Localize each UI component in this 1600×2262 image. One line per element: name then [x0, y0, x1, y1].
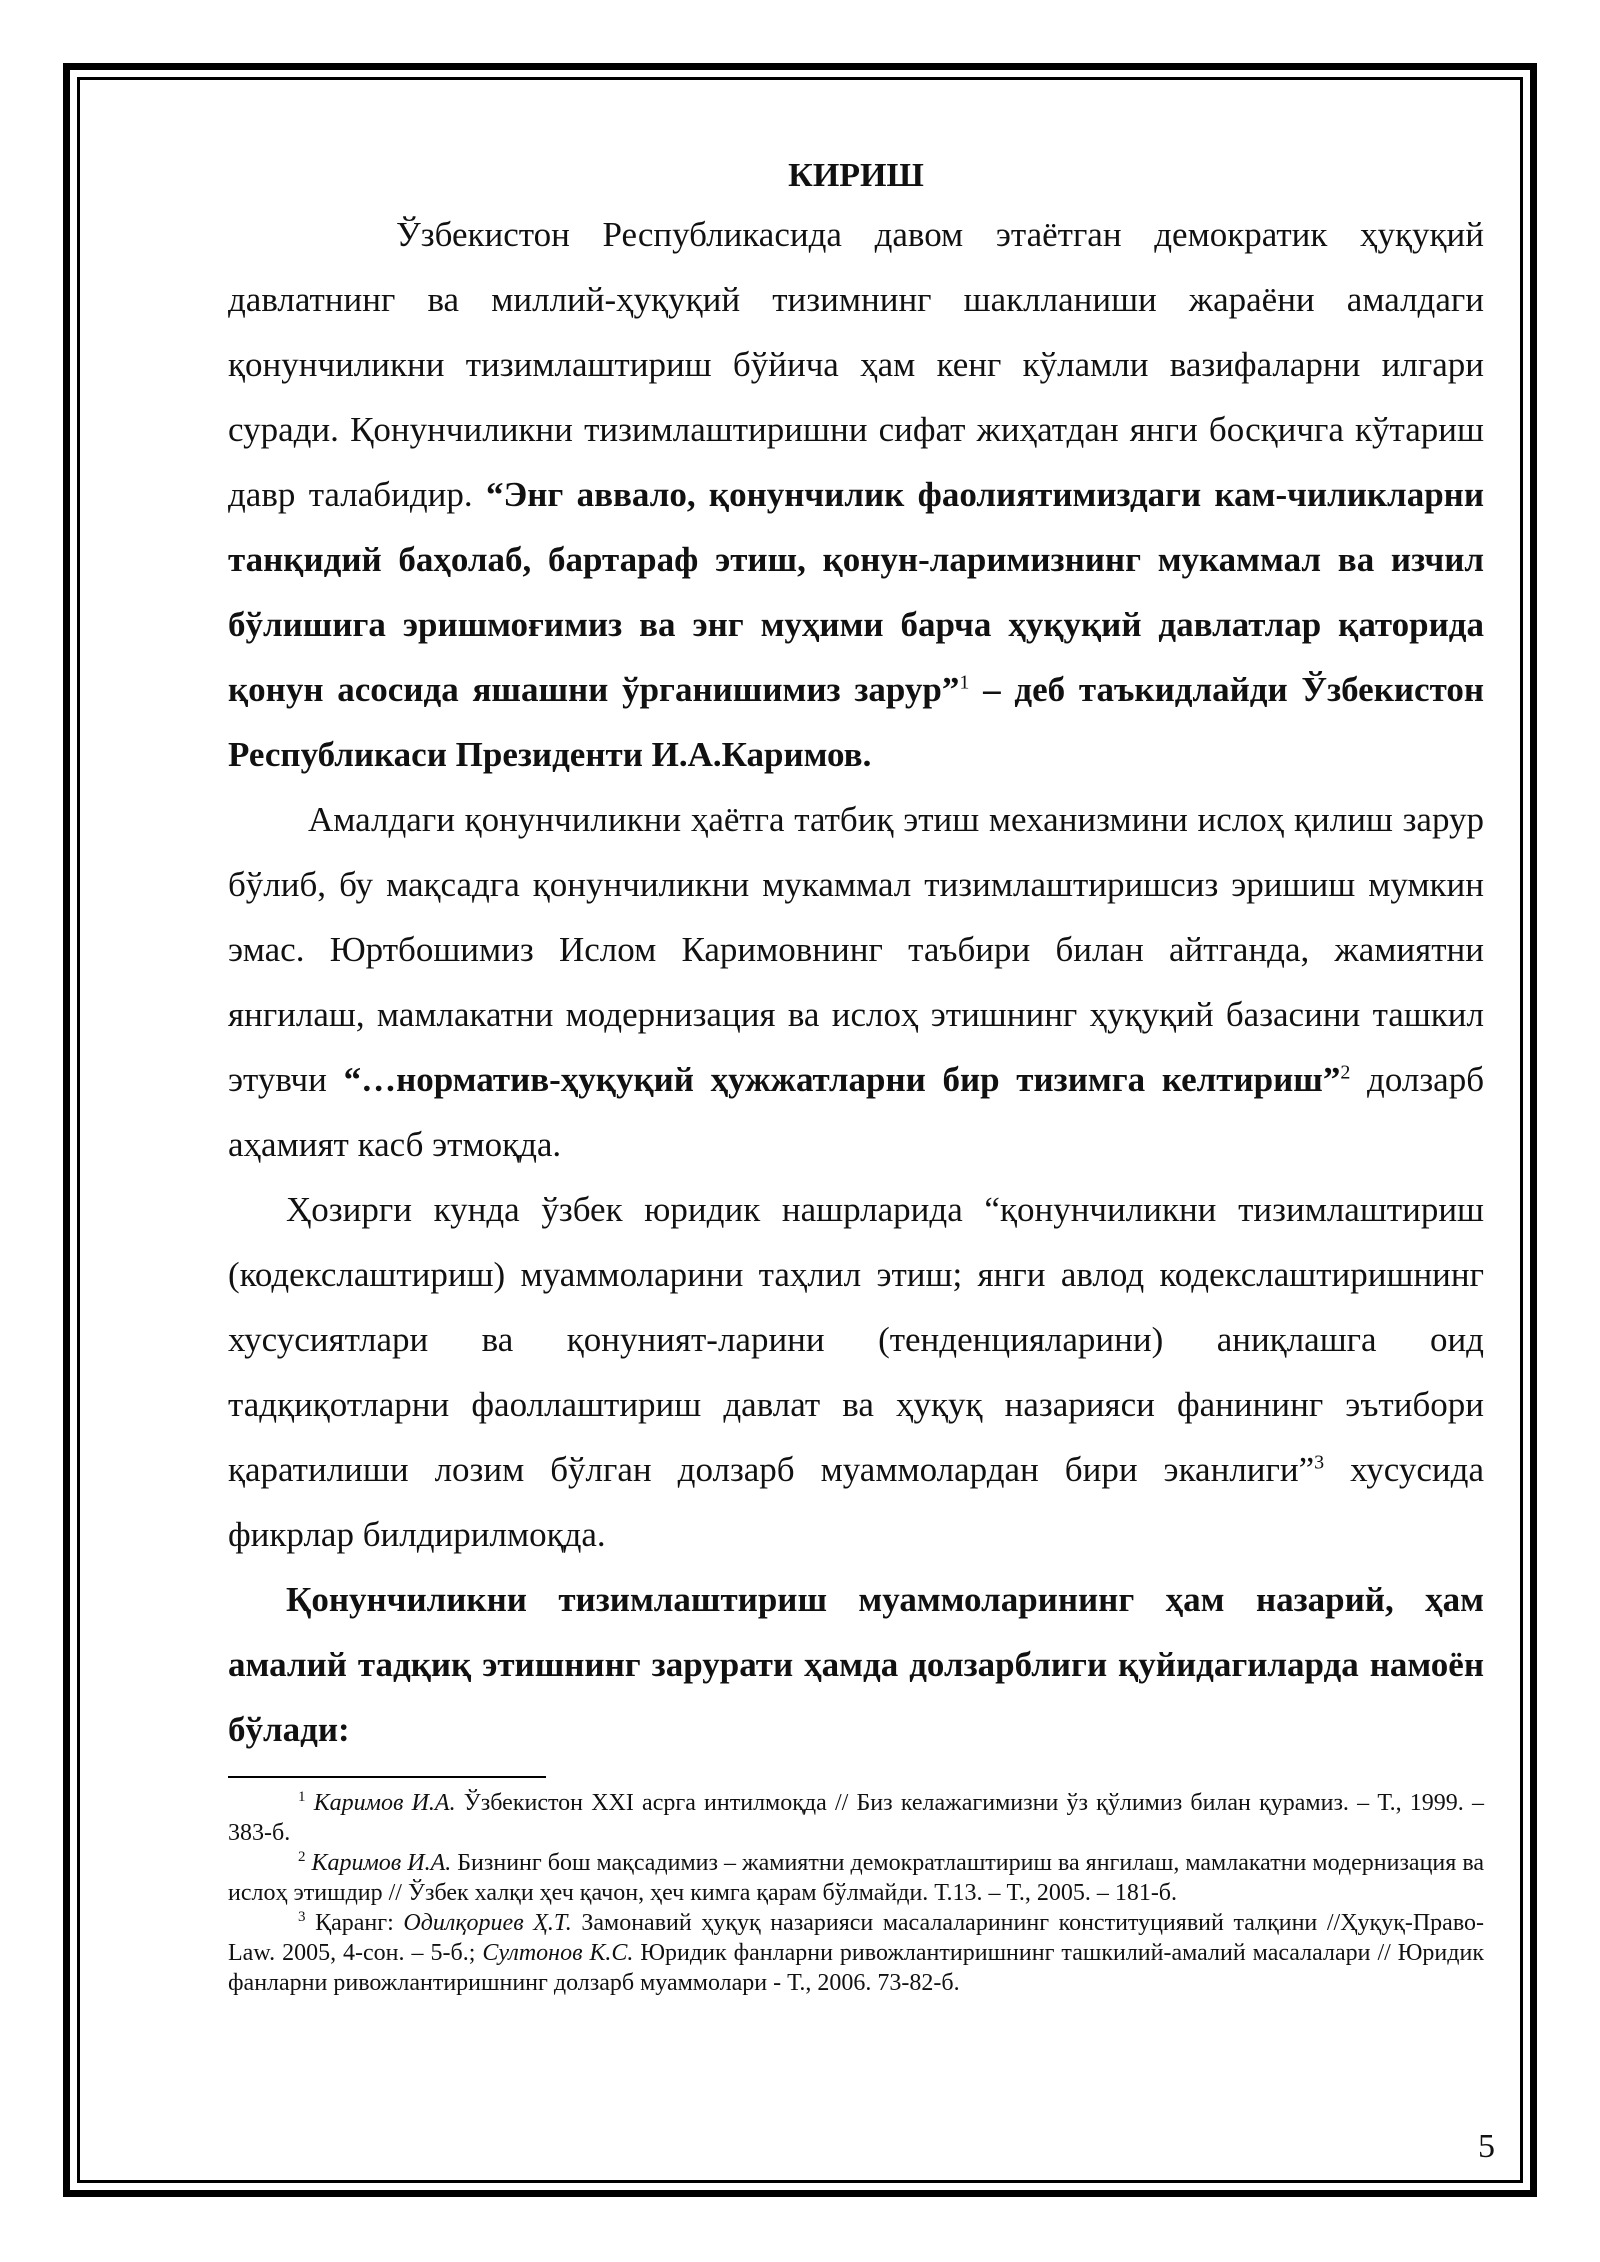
paragraph-1-text: Ўзбекистон Республикасида давом этаётган демократик ҳуқуқий давлатнинг ва миллий-ҳуқуқий тизимнинг шаклланиши жараёни амалдаги қонунчиликни тизимлаштириш бўйича ҳам кенг кўламли вазифаларни илгари суради. Қонунчиликни тизимлаштиришни сифат жиҳатдан янги босқичга кўтариш давр талабидир. [228, 215, 1484, 514]
footnote-3-prefix: Қаранг: [305, 1910, 404, 1936]
page-number: 5 [1478, 2128, 1495, 2165]
footnote-1-number: 1 [298, 1789, 306, 1805]
footnote-ref-1[interactable]: 1 [959, 671, 970, 694]
president-attribution: – деб таъкидлайди Ўзбекистон Республикаси Президенти И.А.Каримов. [228, 670, 1484, 774]
footnote-2 [228, 1848, 1484, 1908]
document-content [228, 150, 1484, 1998]
footnote-3-number: 3 [298, 1909, 306, 1925]
footnote-ref-3[interactable]: 3 [1314, 1451, 1325, 1474]
footnote-1 [228, 1788, 1484, 1848]
footnote-3-author: Одилқориев Ҳ.Т. [403, 1910, 572, 1936]
president-quote: “Энг аввало, қонунчилик фаолиятимиздаги кам-чиликларни танқидий баҳолаб, бартараф этиш, қонун-ларимизнинг мукаммал ва изчил бўлишига эришмоғимиз ва энг муҳими барча ҳуқуқий давлатлар қаторида қонун асосида яшашни ўрганишимиз зарур” [228, 475, 1484, 709]
footnote-2-text: Бизнинг бош мақсадимиз – жамиятни демократлаштириш ва янгилаш, мамлакатни модернизация ва ислоҳ этишдир // Ўзбек халқи ҳеч қачон, ҳеч кимга қарам бўлмайди. Т.13. – Т., 2005. – 181-б. [228, 1850, 1485, 1906]
paragraph-3 [228, 1177, 1484, 1567]
footnotes [228, 1788, 1484, 1998]
footnote-2-author: Каримов И.А. [311, 1850, 452, 1876]
normative-quote: “…норматив-ҳуқуқий ҳужжатларни бир тизимга келтириш” [343, 1060, 1341, 1099]
footnote-3 [228, 1908, 1484, 1998]
paragraph-2 [228, 787, 1484, 1177]
footnote-2-number: 2 [298, 1849, 306, 1865]
body-text [228, 202, 1484, 1762]
footnote-separator [228, 1776, 546, 1778]
paragraph-1 [228, 202, 1484, 787]
paragraph-2-text: Амалдаги қонунчиликни ҳаётга татбиқ этиш механизмини ислоҳ қилиш зарур бўлиб, бу мақсадга қонунчиликни мукаммал тизимлаштиришсиз эришиш мумкин эмас. Юртбошимиз Ислом Каримовнинг таъбири билан айтганда, жамиятни янгилаш, мамлакатни модернизация ва ислоҳ этишнинг ҳуқуқий базасини ташкил этувчи [228, 800, 1484, 1099]
paragraph-4-bold: Қонунчиликни тизимлаштириш муаммоларининг ҳам назарий, ҳам амалий тадқиқ этишнинг зарурати ҳамда долзарблиги қуйидагиларда намоён бўлади: [228, 1580, 1484, 1749]
footnote-1-text: Ўзбекистон XXI асрга интилмоқда // Биз келажагимизни ўз қўлимиз билан қурамиз. – Т., 1999. – 383-б. [228, 1790, 1485, 1846]
footnote-3-text-2: Юридик фанларни ривожлантиришнинг ташкилий-амалий масалалари // Юридик фанларни ривожлантиришнинг долзарб муаммолари - Т., 2006. 73-82-б. [228, 1940, 1484, 1996]
paragraph-3-tail: хусусида фикрлар билдирилмоқда. [228, 1450, 1484, 1554]
footnote-3-text: Замонавий ҳуқуқ назарияси масалаларининг конституциявий талқини //Ҳуқуқ-Право-Law. 2005, 4-сон. – 5-б.; [228, 1910, 1484, 1966]
section-heading: КИРИШ [788, 157, 924, 194]
paragraph-2-tail: долзарб аҳамият касб этмоқда. [228, 1060, 1484, 1164]
footnote-ref-2[interactable]: 2 [1340, 1061, 1351, 1084]
paragraph-3-text: Ҳозирги кунда ўзбек юридик нашрларида “қонунчиликни тизимлаштириш (кодекслаштириш) муаммоларини таҳлил этиш; янги авлод кодекслаштиришнинг хусусиятлари ва қонуният-ларини (тенденцияларини) аниқлашга оид тадқиқотларни фаоллаштириш давлат ва ҳуқуқ назарияси фанининг эътибори қаратилиши лозим бўлган долзарб муаммолардан бири эканлиги” [228, 1190, 1484, 1489]
footnote-1-author: Каримов И.А. [313, 1790, 456, 1816]
footnote-3-author-2: Султонов К.С. [482, 1940, 634, 1966]
